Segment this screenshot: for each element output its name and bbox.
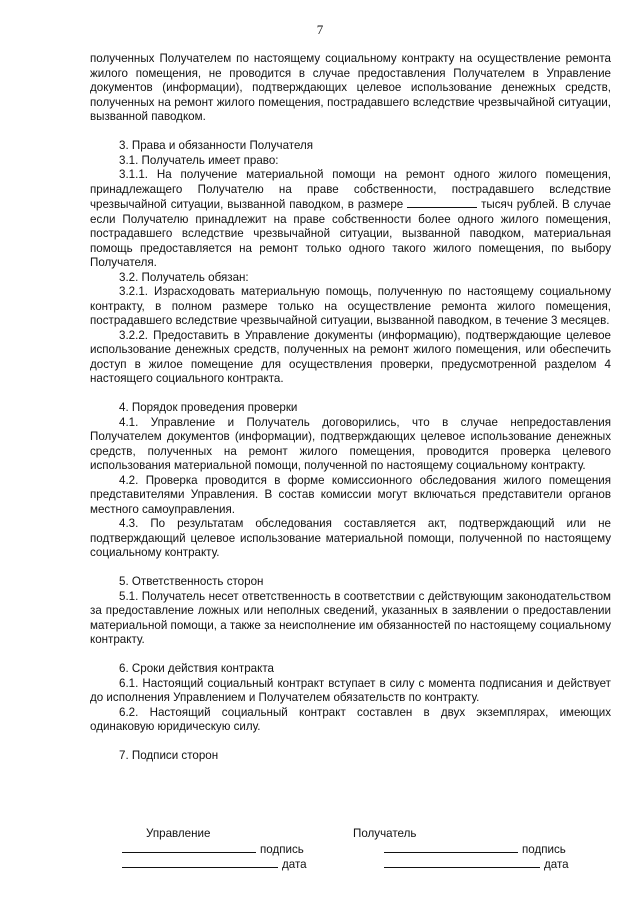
document-body: [90, 52, 611, 764]
signature-left: [122, 827, 307, 873]
amount-blank-line[interactable]: [407, 197, 477, 208]
right-party-name: Получатель: [353, 827, 417, 840]
left-signature-line[interactable]: [122, 842, 256, 853]
clause-5-1: 5.1. Получатель несет ответственность в соответствии с действующим законодательством за предоставление ложных или неполных сведений, указанных в заявлении о предоставлении материальной помощи, а также за неисполнение им обязанностей по настоящему социальному контракту.: [90, 589, 611, 646]
left-party-name: Управление: [146, 827, 211, 840]
clause-3-2-2: 3.2.2. Предоставить в Управление документы (информацию), подтверждающие целевое использование денежных средств, полученных на ремонт жилого помещения, или обеспечить доступ в жилое помещение для осуществления проверки, предусмотренной разделом 4 настоящего социального контракта.: [90, 328, 611, 385]
clause-3-1-1: [90, 168, 611, 271]
section-4-heading: 4. Порядок проведения проверки: [119, 401, 298, 414]
clause-3-1-1-text-cont: тысяч рублей. В случае если Получателю принадлежит на праве собственности более одного жилого помещения, пострадавшего вследствие чрезвычайной ситуации, вызванной паводком, материальная помощь предоставляется на ремонт только одного такого жилого помещения, по выбору Получателя.: [90, 198, 611, 269]
right-date-label: дата: [544, 858, 569, 871]
section-5-heading: 5. Ответственность сторон: [119, 575, 264, 588]
paragraph-continuation: полученных Получателем по настоящему социальному контракту на осуществление ремонта жилого помещения, не проводится в случае предоставления Получателем в Управление документов (информации), подтверждающих целевое использование денежных средств, полученных на ремонт жилого помещения, пострадавшего вследствие чрезвычайной ситуации, вызванной паводком.: [90, 52, 611, 123]
clause-4-2: 4.2. Проверка проводится в форме комиссионного обследования жилого помещения представителями Управления. В состав комиссии могут включаться представители органов местного самоуправления.: [90, 473, 611, 516]
right-signature-label: подпись: [522, 842, 566, 856]
clause-6-2: 6.2. Настоящий социальный контракт составлен в двух экземплярах, имеющих одинаковую юридическую силу.: [90, 705, 611, 733]
left-date-label: дата: [282, 858, 307, 871]
right-signature-line[interactable]: [384, 842, 518, 853]
section-6-heading: 6. Сроки действия контракта: [119, 662, 274, 675]
left-date-line[interactable]: [122, 857, 278, 868]
clause-3-1-1-text: 3.1.1. На получение материальной помощи на ремонт одного жилого помещения, принадлежащего Получателю на праве собственности, пострадавшего вследствие чрезвычайной ситуации, вызванной паводком, в размере: [90, 168, 611, 211]
right-date-line[interactable]: [384, 857, 540, 868]
clause-3-2: 3.2. Получатель обязан:: [119, 270, 249, 284]
clause-6-1: 6.1. Настоящий социальный контракт вступает в силу с момента подписания и действует до исполнения Управлением и Получателем обязательств по контракту.: [90, 676, 611, 704]
section-3-heading: 3. Права и обязанности Получателя: [119, 139, 314, 152]
left-signature-label: подпись: [260, 842, 304, 856]
page-number: 7: [316, 22, 324, 37]
clause-4-1: 4.1. Управление и Получатель договорились, что в случае непредоставления Получателем документов (информации), подтверждающих целевое использование денежных средств, полученных на ремонт жилого помещения, проводится проверка целевого использования материальной помощи, полученной по настоящему социальному контракту.: [90, 415, 611, 472]
clause-4-3: 4.3. По результатам обследования составляется акт, подтверждающий или не подтверждающий целевое использование материальной помощи, полученной по настоящему социальному контракту.: [90, 517, 611, 559]
clause-3-2-1: 3.2.1. Израсходовать материальную помощь, полученную по настоящему социальному контракту, в полном размере только на осуществление ремонта жилого помещения, пострадавшего вследствие чрезвычайной ситуации, вызванной паводком, в течение 3 месяцев.: [90, 285, 611, 327]
clause-3-1: 3.1. Получатель имеет право:: [119, 153, 279, 167]
section-7-heading: 7. Подписи сторон: [119, 749, 219, 762]
signature-right: [353, 827, 569, 873]
